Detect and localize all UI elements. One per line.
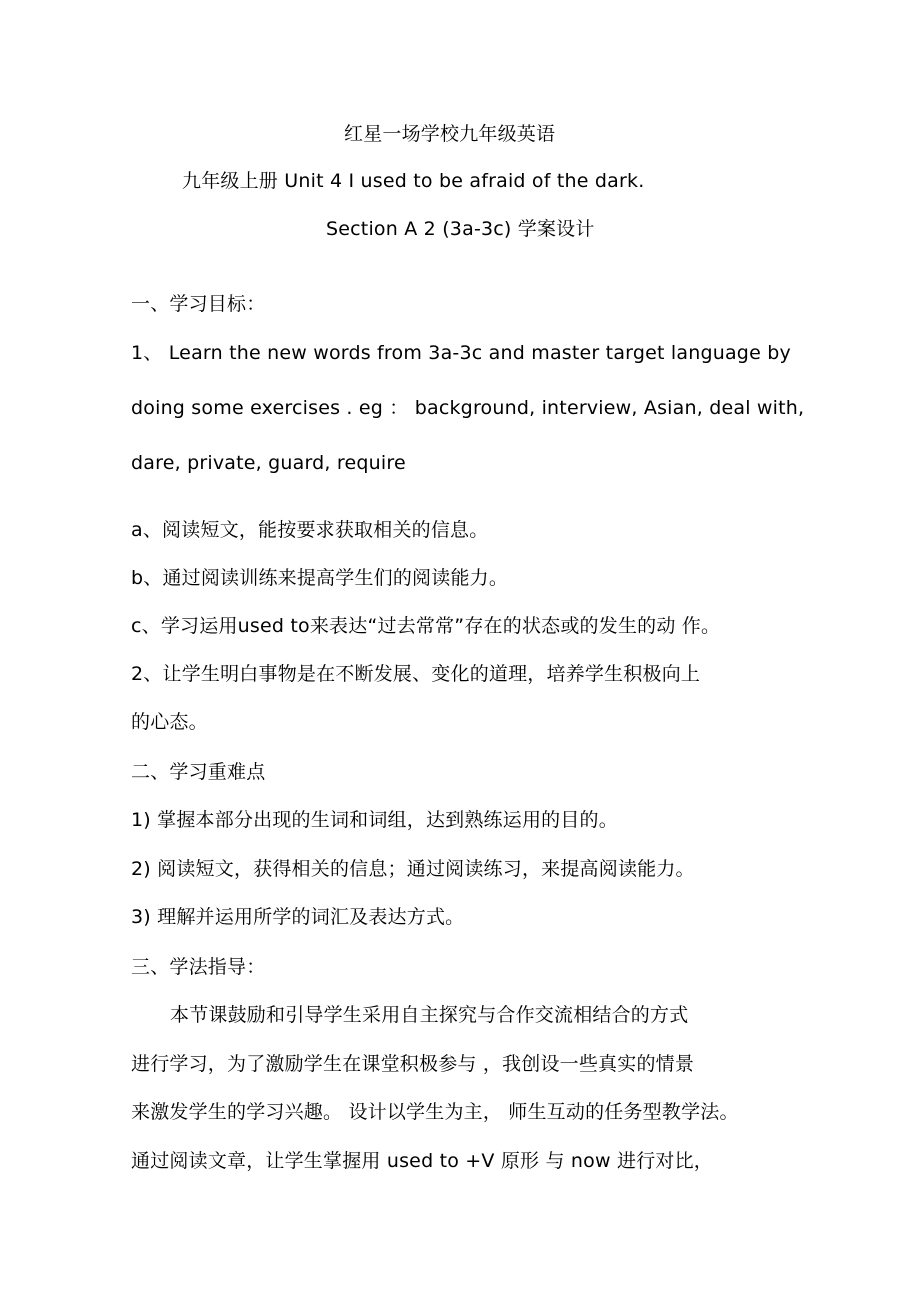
method-paragraph-line-3: 来激发学生的学习兴趣。 设计以学生为主， 师生互动的任务型教学法。 [131,1101,739,1123]
method-paragraph-line-2: 进行学习，为了激励学生在课堂积极参与 ，我创设一些真实的情景 [131,1053,695,1075]
objective-sub-a: a、阅读短文，能按要求获取相关的信息。 [131,519,489,541]
objective-1-line-1: 1、 Learn the new words from 3a-3c and master target language by [131,342,791,364]
key-point-item: 2) 阅读短文，获得相关的信息；通过阅读练习，来提高阅读能力。 [131,858,695,880]
objective-sub-b: b、通过阅读训练来提高学生们的阅读能力。 [131,567,509,589]
objective-2-line-1: 2、让学生明白事物是在不断发展、变化的道理，培养学生积极向上 [131,663,701,685]
objective-1-line-2: doing some exercises . eg ： background, interview, Asian, deal with, [131,397,805,419]
school-title: 红星一场学校九年级英语 [344,123,556,145]
section-title: Section A 2 (3a-3c) 学案设计 [326,218,595,240]
objective-2-line-2: 的心态。 [131,711,208,733]
method-paragraph-line-1: 本节课鼓励和引导学生采用自主探究与合作交流相结合的方式 [170,1004,689,1026]
method-paragraph-line-4: 通过阅读文章，让学生掌握用 used to +V 原形 与 now 进行对比， [131,1150,713,1172]
unit-title: 九年级上册 Unit 4 I used to be afraid of the dark. [182,170,645,192]
key-point-item: 1) 掌握本部分出现的生词和词组，达到熟练运用的目的。 [131,809,618,831]
objective-sub-c: c、学习运用used to来表达“过去常常”存在的状态或的发生的动 作。 [131,615,721,637]
key-points-heading: 二、学习重难点 [131,761,266,783]
method-heading: 三、学法指导： [131,956,266,978]
key-point-item: 3) 理解并运用所学的词汇及表达方式。 [131,906,465,928]
objective-1-line-3: dare, private, guard, require [131,452,406,474]
objectives-heading: 一、学习目标： [131,293,266,315]
